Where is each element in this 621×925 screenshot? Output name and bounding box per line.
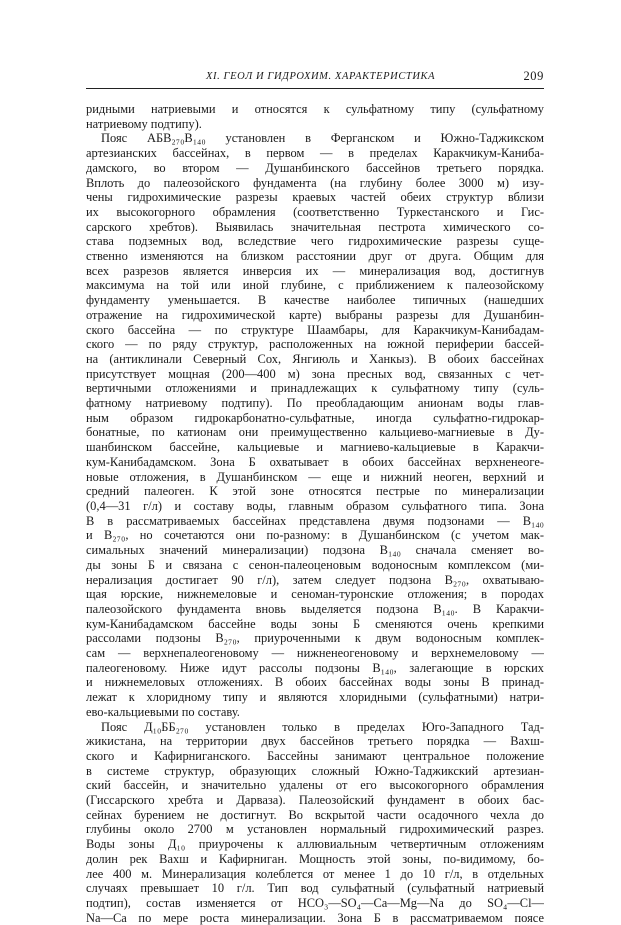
text-line: ский бассейн, и значительно удалены от его высокогорного обрамления: [86, 778, 544, 793]
text-line: подтип), состав изменяется от HCO₃—SO₄—Ca—Mg—Na до SO₄—Cl—: [86, 895, 544, 910]
text-line: симальных значений минерализации) подзона В₁₄₀ сначала сменяет во-: [86, 543, 544, 558]
text-line: ево-кальциевыми по составу.: [86, 704, 240, 719]
book-page: [86, 68, 544, 925]
text-line: Пояс АБВ₂₇₀В₁₄₀ установлен в Ферганском и Южно-Таджикском: [101, 131, 544, 146]
text-line: ского бассейна — по структуре Шаамбары, для Каракчикум-Канибадам-: [86, 322, 544, 337]
text-line: шанбинском бассейне, кальциевые и магниево-кальциевые в Каракчи-: [86, 440, 544, 455]
text-line: бонатные, по катионам они преимущественно кальциево-магниевые в Ду-: [86, 425, 544, 440]
text-line: кум-Канибадамском бассейне воды зоны Б сменяются очень крепкими: [86, 616, 544, 631]
text-line: максимума на той или иной глубине, с приближением к палеозойскому: [86, 278, 544, 293]
text-line: В в рассматриваемых бассейнах представлена двумя подзонами — В₁₄₀: [86, 513, 544, 528]
text-line: (0,4—31 г/л) и составу воды, главным образом сульфатного типа. Зона: [86, 498, 544, 513]
text-line: их высокогорного обрамления (соответственно Туркестанского и Гис-: [86, 204, 544, 219]
text-line: ского и Кафирниганского. Бассейны занимают центральное положение: [86, 748, 544, 763]
text-line: рассолами подзоны В₂₇₀, приуроченными к двум водоносным комплек-: [86, 631, 544, 646]
text-line: присутствует мощная (200—400 м) зона пресных вод, связанных с чет-: [86, 366, 544, 381]
text-line: лее 400 м. Минерализация колеблется от менее 1 до 10 г/л, в отдельных: [86, 866, 544, 881]
text-line: кум-Канибадамском. Зона Б охватывает в обоих бассейнах верхненеоге-: [86, 454, 544, 469]
text-line: ды зоны Б и связана с сенон-палеоценовым водоносным комплексом (ми-: [86, 557, 544, 572]
text-line: всех разрезов является инверсия их — минерализация вод, достигнув: [86, 263, 544, 278]
text-line: и нижнемеловых отложениях. В обоих бассейнах воды зоны В принад-: [86, 675, 544, 690]
text-line: ридными натриевыми и относятся к сульфатному типу (сульфатному: [86, 102, 544, 116]
text-line: средний палеоген. К этой зоне относятся пестрые по минерализации: [86, 484, 544, 499]
text-line: вертичными отложениями и принадлежащих к сульфатному типу (суль-: [86, 381, 544, 396]
text-line: артезианских бассейнах, в первом — в пределах Каракчикум-Каниба-: [86, 146, 544, 161]
text-line: нерализация достигает 90 г/л), затем следует подзона В₂₇₀, охватываю-: [86, 572, 544, 587]
text-line: сарского хребтов). Выявилась значительная пестрота химического со-: [86, 219, 544, 234]
text-line: жикистана, на территории двух бассейнов третьего порядка — Вахш-: [86, 734, 544, 749]
text-line: случаях превышает 10 г/л. Тип вод сульфатный (сульфатный натриевый: [86, 881, 544, 896]
text-line: става подземных вод, вследствие чего гидрохимические разрезы суще-: [86, 234, 544, 249]
text-line: отражение на гидрохимической карте) выбраны разрезы для Душанбин-: [86, 307, 544, 322]
text-line: щая юрские, нижнемеловые и сеноман-туронские отложения; в породах: [86, 587, 544, 602]
text-line: в системе структур, образующих сложный Южно-Таджикский артезиан-: [86, 763, 544, 778]
text-line: и В₂₇₀, но сочетаются они по-разному: в Душанбинском (с учетом мак-: [86, 528, 544, 543]
body-text: [86, 102, 544, 925]
text-line: на (антиклинали Северный Сох, Янгиюль и Ханкыз). В обоих бассейнах: [86, 351, 544, 366]
text-line: фундаменту уменьшается. В качестве наиболее типичных (нашедших: [86, 293, 544, 308]
text-line: ского — по ряду структур, расположенных на южной периферии бассей-: [86, 337, 544, 352]
text-line: долин рек Вахш и Кафирниган. Мощность этой зоны, по-видимому, бо-: [86, 851, 544, 866]
text-line: фатному натриевому подтипу). По преобладающим анионам воды глав-: [86, 396, 544, 411]
text-line: ственно изменяются на близком расстоянии друг от друга. Общим для: [86, 249, 544, 264]
text-line: сам — верхнепалеогеновому — нижненеогеновому и верхнемеловому —: [86, 646, 544, 661]
text-line: палеозойского фундамента вновь выделяется подзона В₁₄₀. В Каракчи-: [86, 601, 544, 616]
text-line: палеогеновому. Ниже идут рассолы подзоны В₁₄₀, залегающие в юрских: [86, 660, 544, 675]
text-line: Воды зоны Д₁₀ приурочены к аллювиальным четвертичным отложениям: [86, 837, 544, 852]
text-line: Вплоть до палеозойского фундамента (на глубину более 3000 м) изу-: [86, 175, 544, 190]
text-line: глубины около 2700 м установлен нормальный гидрохимический разрез.: [86, 822, 544, 837]
text-line: новые отложения, в Душанбинском — еще и нижний неоген, верхний и: [86, 469, 544, 484]
text-line: чены гидрохимические разрезы краевых частей обеих структур вблизи: [86, 190, 544, 205]
chapter-title: XI. ГЕОЛ И ГИДРОХИМ. ХАРАКТЕРИСТИКА: [206, 71, 436, 82]
page-number: 209: [523, 69, 544, 83]
text-line: сейнах бурением не достигнут. Во вскрытой части осадочного чехла до: [86, 807, 544, 822]
text-line: дамского, во втором — Душанбинского бассейнов третьего порядка.: [86, 160, 544, 175]
text-line: Na—Ca по мере роста минерализации. Зона Б в рассматриваемом поясе: [86, 910, 544, 925]
text-line: лежат к хлоридному типу и являются хлоридными (сульфатными) натри-: [86, 690, 544, 705]
header-rule: [86, 88, 544, 89]
text-line: (Гиссарского хребта и Дарваза). Палеозойский фундамент в обоих бас-: [86, 793, 544, 808]
text-line: ным образом гидрокарбонатно-сульфатные, иногда сульфатно-гидрокар-: [86, 410, 544, 425]
running-header: [86, 68, 544, 84]
text-line: натриевому подтипу).: [86, 116, 202, 131]
text-line: Пояс Д₁₀ББ₂₇₀ установлен только в пределах Юго-Западного Тад-: [101, 719, 544, 734]
